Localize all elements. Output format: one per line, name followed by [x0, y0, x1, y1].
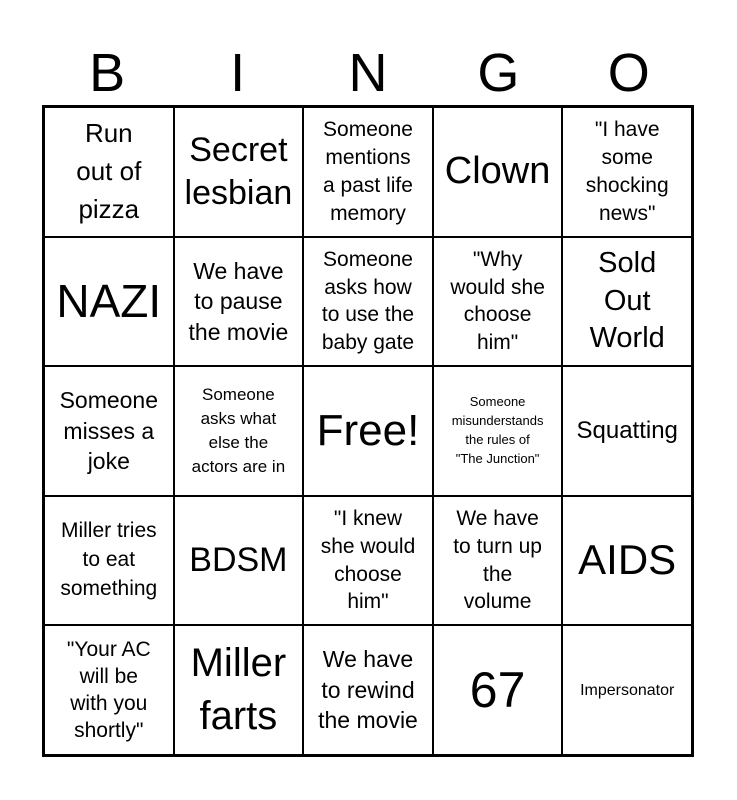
bingo-cell-text: Someone mentions a past life memory: [323, 118, 413, 225]
bingo-cell-text: We have to rewind the movie: [318, 646, 418, 734]
bingo-cell[interactable]: [44, 237, 174, 367]
bingo-cell-text: 67: [469, 662, 526, 719]
bingo-cell[interactable]: [303, 625, 433, 755]
free-space-cell[interactable]: [303, 366, 433, 496]
bingo-grid: [42, 105, 694, 757]
bingo-cell-text: Someone misses a joke: [59, 387, 159, 475]
bingo-cell[interactable]: [562, 107, 692, 237]
bingo-cell[interactable]: [174, 107, 304, 237]
bingo-cell[interactable]: [174, 366, 304, 496]
bingo-header: [42, 40, 694, 106]
bingo-cell[interactable]: [433, 366, 563, 496]
bingo-cell-text: Someone asks how to use the baby gate: [321, 247, 415, 355]
bingo-cell-text: Miller farts: [190, 641, 287, 739]
bingo-cell-text: AIDS: [578, 536, 677, 584]
bingo-cell-text: We have to turn up the volume: [453, 507, 542, 614]
bingo-cell[interactable]: [562, 625, 692, 755]
bingo-cell[interactable]: [303, 496, 433, 626]
bingo-cell-text: Free!: [316, 405, 420, 455]
bingo-cell-text: Sold Out World: [589, 246, 665, 355]
bingo-cell[interactable]: [174, 496, 304, 626]
bingo-cell-text: Run out of pizza: [76, 118, 142, 224]
bingo-cell-text: BDSM: [189, 541, 288, 580]
bingo-cell[interactable]: [433, 107, 563, 237]
bingo-cell-text: Someone asks what else the actors are in: [191, 385, 286, 476]
bingo-cell[interactable]: [44, 366, 174, 496]
bingo-cell-text: "I knew she would choose him": [320, 507, 416, 614]
bingo-cell-text: NAZI: [56, 274, 162, 327]
bingo-cell[interactable]: [44, 107, 174, 237]
bingo-cell[interactable]: [562, 237, 692, 367]
bingo-cell[interactable]: [562, 366, 692, 496]
bingo-cell[interactable]: [44, 625, 174, 755]
bingo-cell-text: "Why would she choose him": [450, 247, 545, 355]
bingo-cell[interactable]: [433, 496, 563, 626]
bingo-cell-text: Squatting: [576, 416, 678, 444]
bingo-cell-text: Clown: [444, 150, 551, 192]
header-letter-i: I: [230, 43, 246, 103]
bingo-cell[interactable]: [44, 496, 174, 626]
bingo-cell[interactable]: [562, 496, 692, 626]
header-letter-n: N: [348, 43, 388, 103]
bingo-cell-text: Impersonator: [580, 681, 675, 699]
bingo-cell-text: "Your AC will be with you shortly": [66, 637, 151, 743]
bingo-cell-text: Someone misunderstands the rules of "The Junction": [451, 394, 544, 466]
header-letter-o: O: [607, 43, 650, 103]
bingo-cell[interactable]: [433, 625, 563, 755]
bingo-cell[interactable]: [174, 625, 304, 755]
header-letter-b: B: [89, 43, 126, 103]
bingo-cell-text: Miller tries to eat something: [60, 519, 158, 601]
bingo-cell-text: We have to pause the movie: [188, 257, 289, 345]
bingo-cell[interactable]: [303, 107, 433, 237]
bingo-cell-text: Secret lesbian: [184, 131, 293, 212]
bingo-cell[interactable]: [303, 237, 433, 367]
header-letter-g: G: [477, 43, 520, 103]
bingo-cell[interactable]: [433, 237, 563, 367]
bingo-cell-text: "I have some shocking news": [585, 118, 669, 225]
bingo-cell[interactable]: [174, 237, 304, 367]
